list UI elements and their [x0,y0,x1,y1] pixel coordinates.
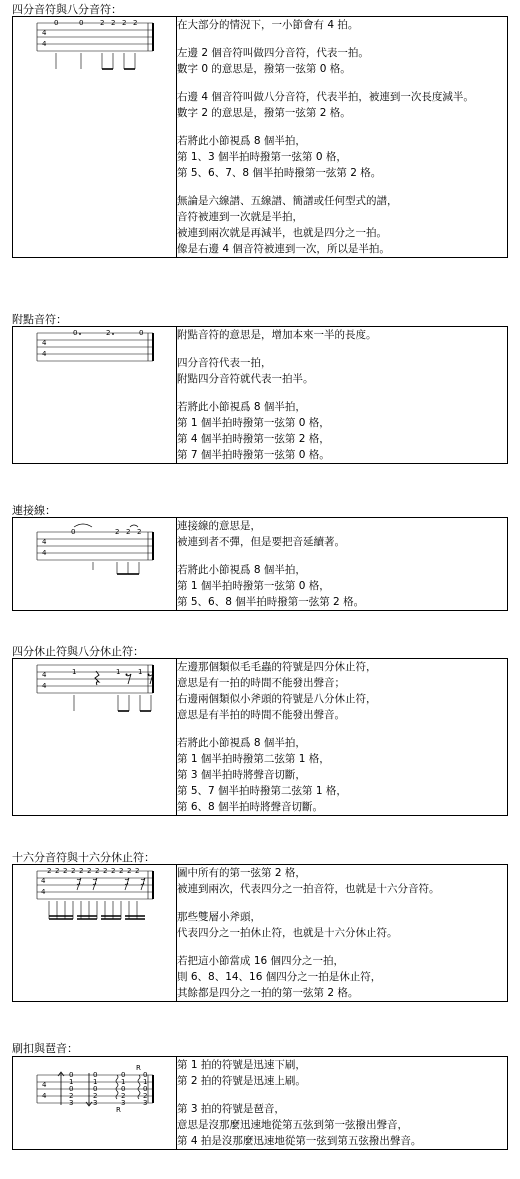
tab-quarter-eighth [13,17,176,77]
tab-tie [13,518,176,578]
text-line: 若把這小節當成 16 個四分之一拍， [177,955,345,967]
sixteenth-rest-icon [125,878,129,890]
time-sig-top: 4 [42,538,47,546]
text-line: 若將此小節視爲 8 個半拍， [177,135,306,147]
text-line: 像是右邊 4 個音符被連到一次，所以是半拍。 [177,243,390,255]
tab-note: 2 [93,1092,98,1100]
text-line: 音符被連到一次就是半拍， [177,211,303,223]
tab-note: 2 [119,867,124,875]
section-title-strum: 刷扣與琶音： [12,1042,78,1055]
tab-note: 3 [143,1099,148,1107]
text-line: 第 5、7 個半拍時撥第二弦第 1 格， [177,785,347,797]
tab-note: 0 [143,1071,148,1079]
time-sig-bottom: 4 [42,350,47,358]
section-strum [12,1056,508,1150]
tab-note: 2 [69,1092,74,1100]
time-sig-bottom: 4 [42,549,47,557]
tab-note: 2 [143,1092,148,1100]
tab-note: 2 [135,867,140,875]
tab-note: 1 [116,668,121,676]
tab-note: 2 [106,329,111,337]
text-line: 第 1 個半拍時撥第一弦第 0 格， [177,580,330,592]
text-line: 若將此小節視爲 8 個半拍， [177,564,306,576]
tab-note: 2 [100,19,105,27]
tab-note: 3 [93,1099,98,1107]
tab-note: 1 [69,1078,74,1086]
time-sig-bottom: 4 [42,40,47,48]
tab-note: 2 [103,867,108,875]
section-text [177,659,508,816]
text-line: 左邊那個類似毛毛蟲的符號是四分休止符， [177,661,377,673]
tab-dotted [13,327,176,371]
tab-note: 2 [121,1092,126,1100]
tab-note: 2 [137,528,142,536]
text-line: 意思是有半拍的時間不能發出聲音。 [177,709,345,721]
text-line: 第 1 個半拍時撥第二弦第 1 格， [177,753,330,765]
text-line: 若將此小節視爲 8 個半拍， [177,401,306,413]
tab-note: 2 [79,867,84,875]
tab-note: 2 [133,19,138,27]
section-text [177,1057,508,1150]
section-tie [12,517,508,611]
tab-note: 0 [121,1085,126,1093]
tab-note: 2 [122,19,127,27]
tab-note: 0 [73,329,78,337]
text-line: 第 2 拍的符號是迅速上刷。 [177,1075,306,1087]
tab-note: 0 [139,329,144,337]
quarter-rest-icon [95,671,99,685]
sixteenth-rest-icon [141,878,145,890]
tab-note: 1 [72,668,77,676]
tab-note: 2 [71,867,76,875]
section-text [177,518,508,611]
tab-note: 2 [63,867,68,875]
text-line: 附點四分音符就代表一拍半。 [177,373,314,385]
text-line: 無論是六線譜、五線譜、簡譜或任何型式的譜， [177,195,398,207]
text-line: 附點音符的意思是，增加本來一半的長度。 [177,329,377,341]
section-sixteenth [12,864,508,1002]
text-line: 第 1 拍的符號是迅速下刷， [177,1059,306,1071]
text-line: 第 1、3 個半拍時撥第一弦第 0 格， [177,151,347,163]
text-line: 第 6、8 個半拍時將聲音切斷。 [177,801,324,813]
sixteenth-rest-icon [93,878,97,890]
tab-note: 2 [95,867,100,875]
section-text [177,17,508,258]
text-line: 第 7 個半拍時撥第一弦第 0 格。 [177,449,330,461]
tab-note: 1 [93,1078,98,1086]
strum-up-icon [86,1073,92,1106]
arpeggio-icon [116,1075,118,1099]
text-line: 第 5、6、7、8 個半拍時撥第一弦第 2 格。 [177,167,382,179]
tab-note: 3 [121,1099,126,1107]
tab-note: 0 [79,19,84,27]
text-line: 意思是沒那麼迅速地從第五弦到第一弦撥出聲音， [177,1119,408,1131]
text-line: 第 3 個半拍時將聲音切斷， [177,769,306,781]
tab-strum [13,1057,176,1113]
tab-note: 2 [115,528,120,536]
tab-note: 0 [71,528,76,536]
text-line: 那些雙層小斧頭， [177,911,261,923]
tab-cell [13,327,177,464]
tab-note: 1 [138,668,143,676]
text-line: 右邊 4 個音符叫做八分音符，代表半拍，被連到一次長度減半。 [177,91,474,103]
text-line: 第 1 個半拍時撥第一弦第 0 格， [177,417,330,429]
text-line: 其餘都是四分之一拍的第一弦第 2 格。 [177,987,359,999]
tab-note: 2 [111,867,116,875]
section-text [177,865,508,1002]
tab-note: 1 [121,1078,126,1086]
section-text [177,327,508,464]
tab-note: 2 [47,867,52,875]
tab-sixteenth [13,865,176,925]
section-title-dotted: 附點音符： [12,313,67,326]
arpeggio-icon [138,1075,140,1099]
time-sig-bottom: 4 [42,1092,47,1100]
tab-cell [13,865,177,1002]
sixteenth-rest-icon [77,878,81,890]
text-line: 四分音符代表一拍， [177,357,272,369]
section-title-rests: 四分休止符與八分休止符： [12,645,144,658]
time-sig-top: 4 [42,1081,47,1089]
time-sig-top: 4 [42,671,47,679]
time-sig-bottom: 4 [41,888,46,896]
tab-note: 0 [121,1071,126,1079]
text-line: 被連到兩次就是再減半，也就是四分之一拍。 [177,227,387,239]
tab-note: 1 [143,1078,148,1086]
text-line: 在大部分的情況下，一小節會有 4 拍。 [177,19,359,31]
tab-note: 2 [127,867,132,875]
text-line: 圖中所有的第一弦第 2 格， [177,867,306,879]
text-line: 右邊兩個類似小斧頭的符號是八分休止符， [177,693,377,705]
text-line: 若將此小節視爲 8 個半拍， [177,737,306,749]
tab-note: 2 [111,19,116,27]
section-title-quarter-eighth: 四分音符與八分音符： [12,3,122,16]
text-line: 第 5、6、8 個半拍時撥第一弦第 2 格。 [177,596,365,608]
text-line: 左邊 2 個音符叫做四分音符，代表一拍。 [177,47,369,59]
time-sig-bottom: 4 [42,682,47,690]
tie-arc [74,524,92,527]
text-line: 被連到兩次，代表四分之一拍音符，也就是十六分音符。 [177,883,440,895]
tab-cell [13,659,177,816]
tab-note: 2 [55,867,60,875]
text-line: 意思是有一拍的時間不能發出聲音； [177,677,345,689]
section-rests [12,658,508,816]
section-title-tie: 連接線： [12,504,56,517]
text-line: 第 4 拍是沒那麼迅速地從第一弦到第五弦撥出聲音。 [177,1135,422,1147]
tab-cell [13,17,177,258]
tab-cell [13,1057,177,1150]
section-quarter-eighth [12,16,508,258]
text-line: 數字 2 的意思是，撥第一弦第 2 格。 [177,107,351,119]
text-line: 被連到者不彈，但是要把音延續著。 [177,536,345,548]
strum-mark-top: R [136,1064,141,1072]
tie-arc [130,525,138,527]
tab-note: 0 [54,19,59,27]
section-dotted [12,326,508,464]
tab-note: 0 [143,1085,148,1093]
section-title-sixteenth: 十六分音符與十六分休止符： [12,851,155,864]
strum-mark-bottom: R [116,1106,121,1113]
time-sig-top: 4 [42,339,47,347]
tab-note: 2 [126,528,131,536]
text-line: 第 3 拍的符號是琶音， [177,1103,285,1115]
text-line: 第 4 個半拍時撥第一弦第 2 格， [177,433,330,445]
tab-note: 0 [93,1071,98,1079]
text-line: 代表四分之一拍休止符，也就是十六分休止符。 [177,927,398,939]
tab-note: 0 [93,1085,98,1093]
tab-rests [13,659,176,719]
time-sig-top: 4 [41,877,46,885]
text-line: 則 6、8、14、16 個四分之一拍是休止符， [177,971,382,983]
strum-down-icon [58,1072,64,1105]
tab-note: 0 [69,1071,74,1079]
text-line: 數字 0 的意思是，撥第一弦第 0 格。 [177,63,351,75]
tab-cell [13,518,177,611]
tab-note: 0 [69,1085,74,1093]
tab-note: 2 [87,867,92,875]
text-line: 連接線的意思是， [177,520,261,532]
time-sig-top: 4 [42,29,47,37]
tab-note: 3 [69,1099,74,1107]
